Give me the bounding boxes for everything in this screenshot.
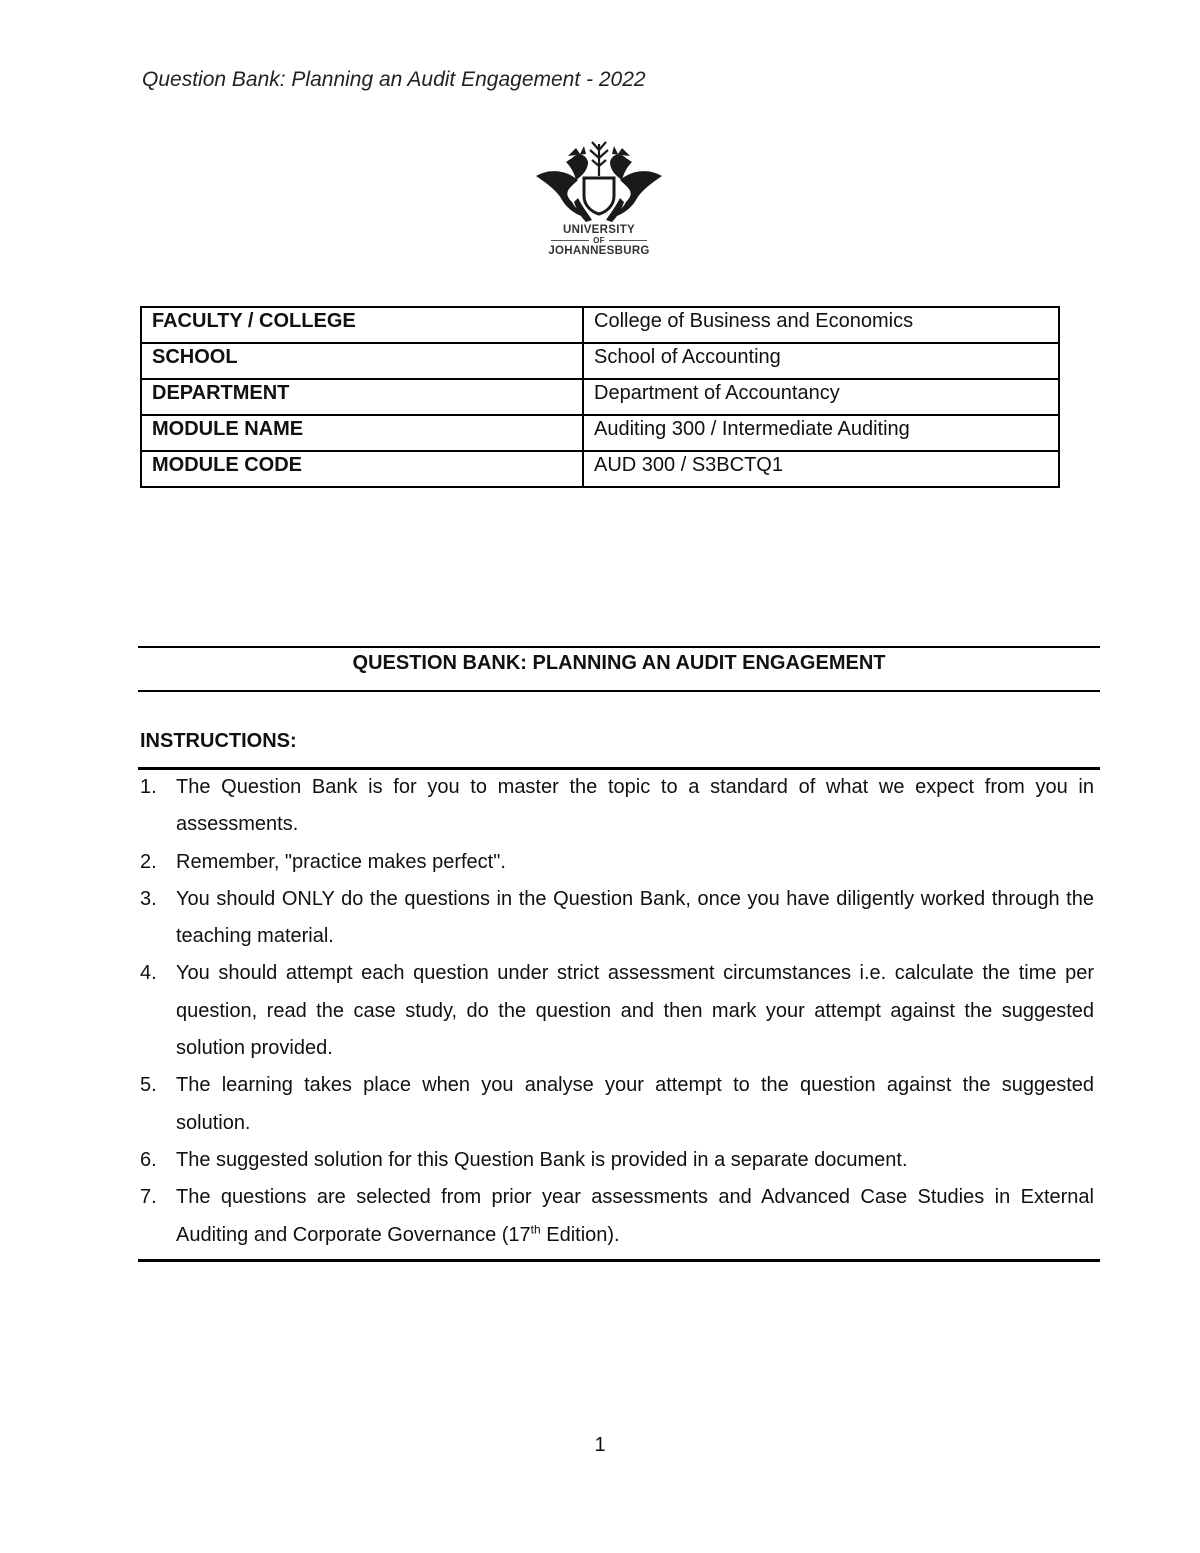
- logo-line-2: OF: [532, 236, 666, 245]
- list-number: 6.: [140, 1148, 157, 1171]
- table-value: Auditing 300 / Intermediate Auditing: [583, 415, 1059, 451]
- page-number: 1: [594, 1434, 606, 1456]
- table-value: College of Business and Economics: [583, 307, 1059, 343]
- list-item: [140, 769, 1094, 844]
- list-item: [140, 1067, 1094, 1142]
- logo-line-3: JOHANNESBURG: [548, 245, 650, 257]
- logo-wordmark: [532, 224, 666, 257]
- running-header: Question Bank: Planning an Audit Engagement - 2022: [142, 68, 646, 91]
- table-label: FACULTY / COLLEGE: [141, 307, 583, 343]
- instructions-divider-bottom: [138, 1259, 1100, 1262]
- list-text: The Question Bank is for you to master the topic to a standard of what we expect from you in assessments.: [176, 776, 1094, 836]
- university-logo: [532, 140, 666, 257]
- table-row: [141, 307, 1059, 343]
- list-item: [140, 1179, 1094, 1254]
- list-number: 5.: [140, 1074, 157, 1097]
- list-number: 1.: [140, 776, 157, 798]
- module-info-table: [140, 306, 1060, 488]
- list-item: [140, 844, 1094, 881]
- table-row: [141, 415, 1059, 451]
- list-text-before: The questions are selected from prior year assessments and Advanced Case Studies in External Auditing and Corporate Governance (17: [176, 1186, 1094, 1246]
- list-number: 3.: [140, 887, 157, 910]
- list-text: Remember, "practice makes perfect".: [176, 850, 506, 873]
- list-text: The learning takes place when you analyse your attempt to the question against the suggested solution.: [176, 1074, 1094, 1134]
- table-label: MODULE CODE: [141, 451, 583, 487]
- table-row: [141, 343, 1059, 379]
- list-number: 7.: [140, 1186, 157, 1209]
- list-item: [140, 955, 1094, 1067]
- list-text: You should ONLY do the questions in the Question Bank, once you have diligently worked through the teaching material.: [176, 887, 1094, 948]
- list-number: 2.: [140, 850, 157, 873]
- list-item: [140, 881, 1094, 956]
- list-text: The suggested solution for this Question Bank is provided in a separate document.: [176, 1148, 908, 1171]
- list-text: You should attempt each question under strict assessment circumstances i.e. calculate the time per question, read the case study, do the question and then mark your attempt against the suggested solution provided.: [176, 962, 1094, 1060]
- table-row: [141, 451, 1059, 487]
- table-label: SCHOOL: [141, 343, 583, 379]
- title-divider-bottom: [138, 690, 1100, 692]
- instructions-list: [140, 769, 1094, 1254]
- ordinal-superscript: th: [530, 1221, 541, 1236]
- table-value: School of Accounting: [583, 343, 1059, 379]
- list-number: 4.: [140, 962, 157, 985]
- table-label: MODULE NAME: [141, 415, 583, 451]
- list-item: [140, 1142, 1094, 1179]
- table-row: [141, 379, 1059, 415]
- list-text: [176, 1186, 1094, 1245]
- list-text-after: Edition).: [540, 1223, 620, 1246]
- university-crest-icon: [532, 140, 666, 224]
- logo-line-1: UNIVERSITY: [562, 224, 635, 236]
- instructions-heading: INSTRUCTIONS:: [140, 730, 297, 752]
- document-title: QUESTION BANK: PLANNING AN AUDIT ENGAGEMENT: [352, 652, 886, 674]
- table-value: Department of Accountancy: [583, 379, 1059, 415]
- title-divider-top: [138, 646, 1100, 648]
- table-label: DEPARTMENT: [141, 379, 583, 415]
- table-value: AUD 300 / S3BCTQ1: [583, 451, 1059, 487]
